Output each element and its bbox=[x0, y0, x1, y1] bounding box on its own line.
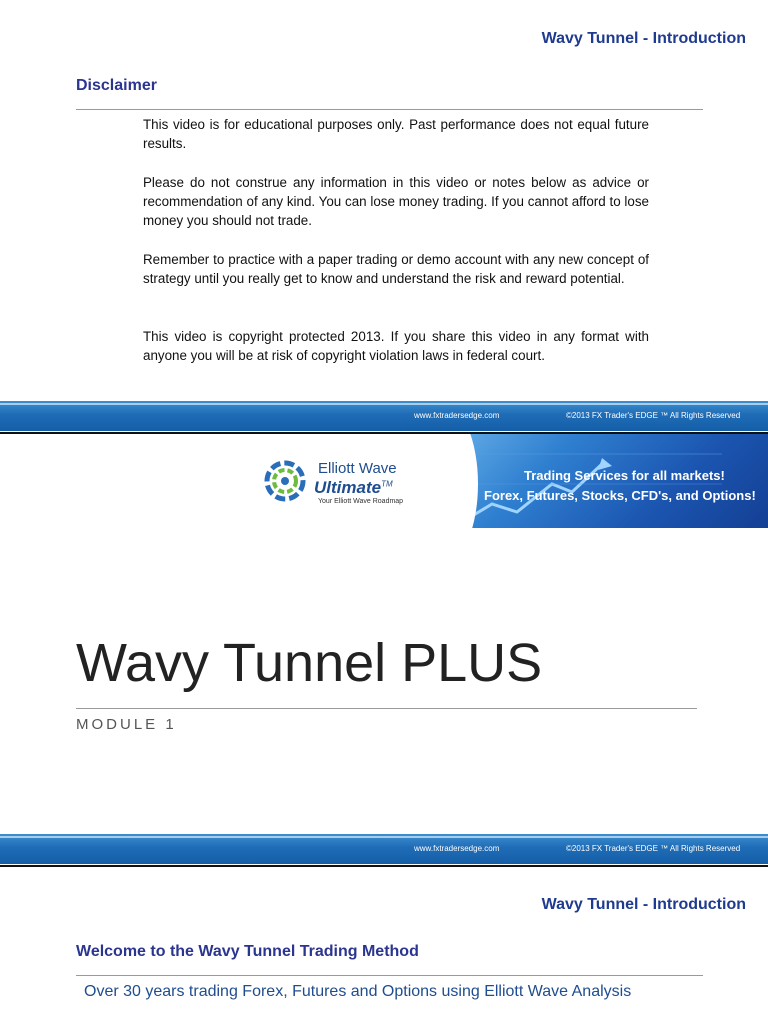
section-rule bbox=[76, 109, 703, 110]
section-rule bbox=[76, 975, 703, 976]
header-title: Wavy Tunnel - Introduction bbox=[541, 896, 746, 913]
slide-footer bbox=[0, 401, 768, 431]
footer-copyright: ©2013 FX Trader's EDGE ™ All Rights Reserved bbox=[566, 411, 741, 420]
elliott-wave-logo-icon bbox=[262, 458, 308, 504]
slide-separator bbox=[0, 865, 768, 867]
header-title: Wavy Tunnel - Introduction bbox=[541, 30, 746, 47]
promo-banner bbox=[258, 434, 768, 528]
footer-stripe bbox=[0, 836, 768, 838]
section-title: Disclaimer bbox=[76, 77, 157, 94]
logo-tagline: Your Elliott Wave Roadmap bbox=[318, 498, 404, 505]
logo-line1: Elliott Wave bbox=[318, 460, 397, 477]
title-rule bbox=[76, 708, 697, 709]
footer-stripe bbox=[0, 403, 768, 405]
logo-line2 bbox=[314, 478, 393, 498]
disclaimer-paragraph: This video is copyright protected 2013. If you share this video in any format with anyone you will be at risk of copyright violation laws in federal court. bbox=[143, 329, 649, 363]
promo-line2: Forex, Futures, Stocks, CFD's, and Options! bbox=[484, 488, 756, 503]
promo-line1: Trading Services for all markets! bbox=[524, 468, 725, 483]
disclaimer-paragraph: Please do not construe any information in this video or notes below as advice or recommendation of any kind. You can lose money trading. If you cannot afford to lose money you should not trade. bbox=[143, 175, 649, 228]
footer-copyright: ©2013 FX Trader's EDGE ™ All Rights Reserved bbox=[566, 844, 741, 853]
section-title: Welcome to the Wavy Tunnel Trading Method bbox=[76, 943, 419, 960]
module-subtitle: MODULE 1 bbox=[76, 716, 177, 733]
footer-url[interactable]: www.fxtradersedge.com bbox=[414, 844, 500, 853]
banner-curve bbox=[408, 434, 478, 528]
logo-tm: TM bbox=[381, 479, 393, 489]
page-title: Wavy Tunnel PLUS bbox=[76, 633, 543, 693]
slide-footer bbox=[0, 834, 768, 864]
disclaimer-paragraph: Remember to practice with a paper trading or demo account with any new concept of strategy until you really get to know and understand the risk and reward potential. bbox=[143, 252, 649, 286]
slide-disclaimer bbox=[0, 0, 768, 432]
intro-subline: Over 30 years trading Forex, Futures and Options using Elliott Wave Analysis bbox=[84, 983, 632, 1000]
footer-url[interactable]: www.fxtradersedge.com bbox=[414, 411, 500, 420]
logo-ultimate-text: Ultimate bbox=[314, 478, 382, 497]
disclaimer-paragraph: This video is for educational purposes only. Past performance does not equal future results. bbox=[143, 117, 649, 151]
